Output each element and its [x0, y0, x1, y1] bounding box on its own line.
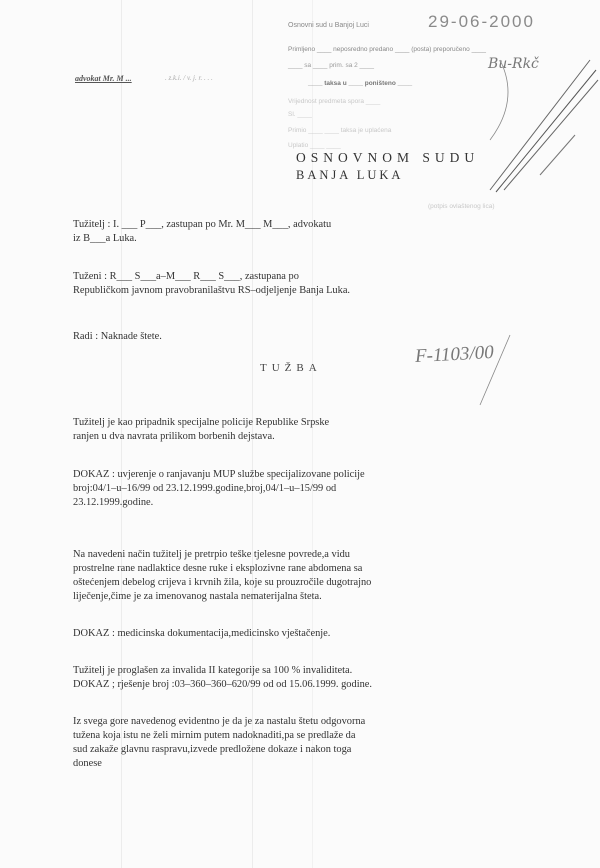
addressee-court: OSNOVNOM SUDU: [296, 150, 480, 165]
stamp-line-6: Sl. ____: [288, 111, 312, 118]
body-paragraph: Tužitelj je proglašen za invalida II kategorije sa 100 % invaliditeta. DOKAZ ; rješenje broj :03–360–360–620/99 od od 15.06.1999. godine.: [73, 665, 372, 690]
stamp-handwritten-initials: Bu-Rkč: [488, 56, 539, 72]
stamp-line-8: Uplatio ____ ____: [288, 142, 341, 149]
plaintiff-line: Tužitelj : I. ___ P___, zastupan po Mr. M___ M___, advokatu: [73, 219, 332, 230]
stamp-strike-lines: [480, 40, 600, 200]
evidence-paragraph: DOKAZ : uvjerenje o ranjavanju MUP službe specijalizovane policije broj:04/1–u–16/99 od 23.12.1999.godine,broj,04/1–u–15/99 od 23.12.1999.godine.: [73, 469, 365, 508]
subject-line: Radi : Naknade štete.: [73, 331, 162, 342]
body-paragraph: Na navedeni način tužitelj je pretrpio teške tjelesne povrede,a vidu prostrelne rane nadlaktice desne ruke i eksplozivne rane abdomena sa oštećenjem debelog crijeva i krvnih žila, koje su prouzročile dugotrajno liječenje,čime je za imenovanog nastala nematerijalna šteta.: [73, 549, 372, 602]
evidence-paragraph: DOKAZ : medicinska dokumentacija,medicinsko vještačenje.: [73, 628, 331, 639]
attorney-reference-line: advokat Mr. M ...: [75, 74, 132, 83]
defendant-line: Tuženi : R___ S___a–M___ R___ S___, zastupana po: [73, 271, 299, 282]
body-paragraph: Iz svega gore navedenog evidentno je da je za nastalu štetu odgovorna tužena koja istu ne želi mirnim putem nadoknaditi,pa se predlaže da sud zakaže glavnu raspravu,izvede predložene dokaze i nakon toga donese: [73, 716, 366, 769]
defendant-line: Republičkom javnom pravobranilaštvu RS–odjeljenje Banja Luka.: [73, 285, 351, 296]
plaintiff-line: iz B___a Luka.: [73, 233, 137, 244]
stamp-count-line: ____ sa ____ prim. sa 2 ____: [288, 62, 375, 69]
plaintiff-block: [73, 218, 543, 246]
stamp-footer: (potpis ovlaštenog lica): [428, 203, 495, 210]
body-paragraph: Tužitelj je kao pripadnik specijalne policije Republike Srpske ranjen u dva navrata prilikom borbenih dejstava.: [73, 417, 330, 442]
defendant-block: [73, 270, 543, 298]
document-title: TUŽBA: [260, 362, 322, 374]
stamp-line-5: Vrijednost predmeta spora ____: [288, 98, 381, 105]
handwritten-case-number: F-1103/00: [414, 341, 495, 368]
redacted-reference: . z.k.i. / v. j. r. . . .: [165, 74, 213, 82]
stamp-line-7: Primio ____ ____ taksa je uplaćena: [288, 127, 392, 134]
stamp-date: 29-06-2000: [428, 12, 535, 31]
stamp-line-4: ____ taksa u ____ poništeno ____: [308, 80, 413, 87]
stamp-received-line: Primljeno ____ neposredno predano ____ (posta) preporučeno ____: [288, 46, 487, 53]
stamp-header: Osnovni sud u Banjoj Luci: [288, 22, 369, 29]
signature-strike: [470, 330, 520, 410]
addressee-city: BANJA LUKA: [296, 168, 404, 182]
